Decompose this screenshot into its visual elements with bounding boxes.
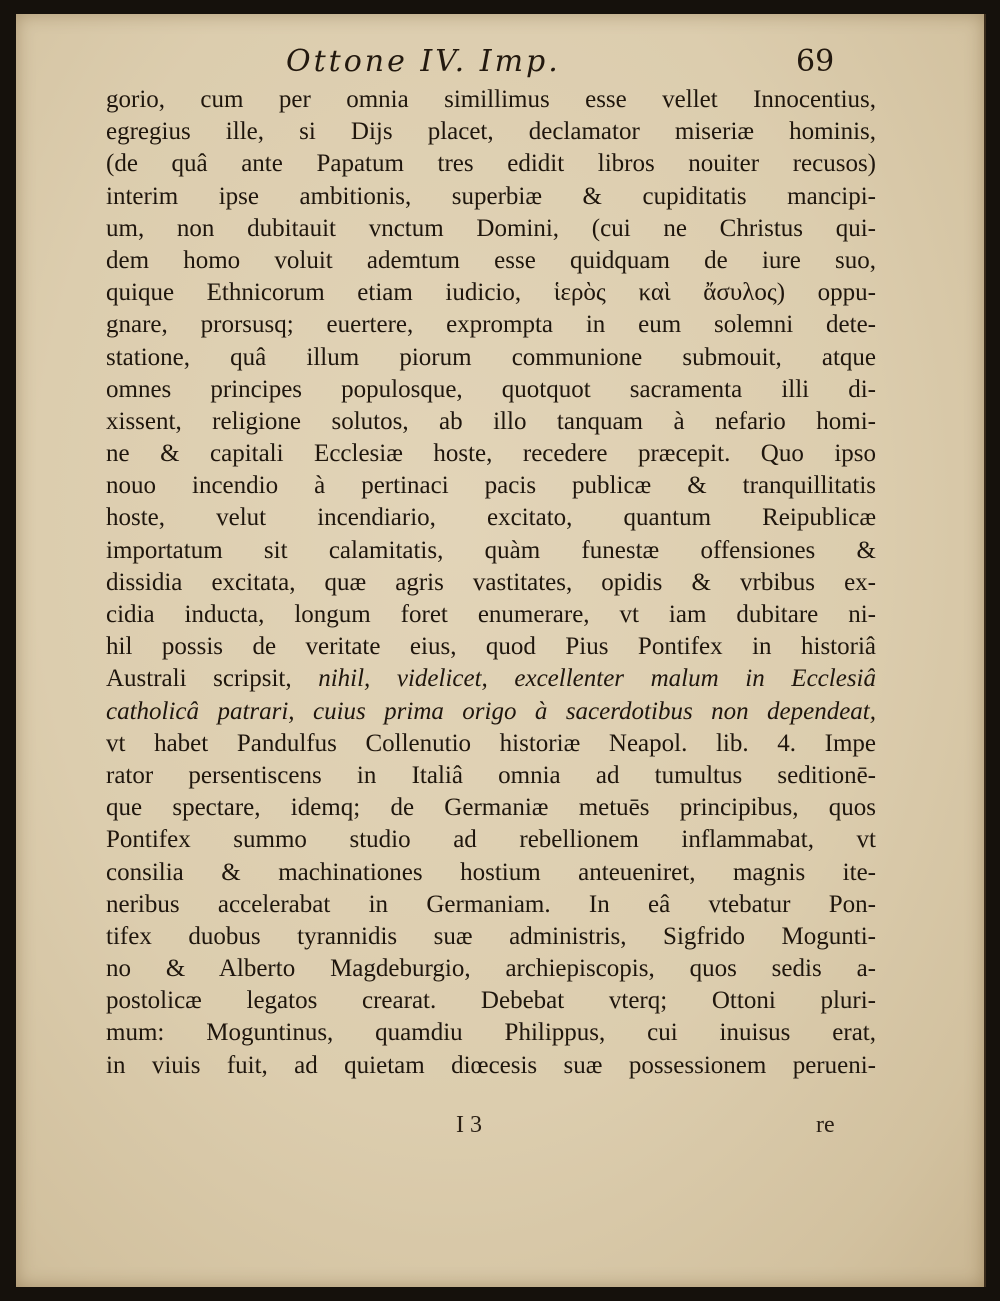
text-line: gorio, cum per omnia simillimus esse vellet Innocentius, xyxy=(106,86,876,113)
text-line: vt habet Pandulfus Collenutio historiæ Neapol. lib. 4. Impe xyxy=(106,729,876,757)
text-line: nouo incendio à pertinaci pacis publicæ & tranquillitatis xyxy=(106,472,876,500)
running-head: Ottone IV. Imp. xyxy=(286,44,561,79)
text-line: consilia & machinationes hostium anteueniret, magnis ite- xyxy=(106,858,876,886)
text-line: dissidia excitata, quæ agris vastitates, opidis & vrbibus ex- xyxy=(106,568,876,596)
text-line xyxy=(106,696,876,728)
text-line: mum: Moguntinus, quamdiu Philippus, cui inuisus erat, xyxy=(106,1019,876,1047)
text-line: quique Ethnicorum etiam iudicio, ἱερὸς καὶ ἄσυλος) oppu- xyxy=(106,279,876,307)
text-line: Pontifex summo studio ad rebellionem inflammabat, vt xyxy=(106,826,876,854)
italic-quotation: catholicâ patrari, cuius prima origo à sacerdotibus non dependeat, xyxy=(106,697,876,725)
text-line: omnes principes populosque, quotquot sacramenta illi di- xyxy=(106,375,876,403)
text-line xyxy=(106,663,876,695)
text-line: ne & capitali Ecclesiæ hoste, recedere præcepit. Quo ipso xyxy=(106,440,876,468)
text-line: gnare, prorsusq; euertere, exprompta in eum solemni dete- xyxy=(106,311,876,339)
page-number: 69 xyxy=(796,44,835,79)
italic-quotation: nihil, videlicet, excellenter malum in Ecclesiâ xyxy=(318,665,876,693)
text-line: dem homo voluit ademtum esse quidquam de iure suo, xyxy=(106,246,876,274)
text-line: rator persentiscens in Italiâ omnia ad tumultus seditionē- xyxy=(106,761,876,789)
text-line: statione, quâ illum piorum communione submouit, atque xyxy=(106,343,876,371)
text-line: neribus accelerabat in Germaniam. In eâ vtebatur Pon- xyxy=(106,890,876,918)
text-line: interim ipse ambitionis, superbiæ & cupiditatis mancipi- xyxy=(106,182,876,210)
text-run: Australi scripsit, xyxy=(106,665,319,693)
text-line: egregius ille, si Dijs placet, declamator miseriæ hominis, xyxy=(106,118,876,146)
catchword: re xyxy=(816,1112,835,1138)
text-line: postolicæ legatos crearat. Debebat vterq; Ottoni pluri- xyxy=(106,987,876,1015)
body-text xyxy=(106,84,876,1082)
text-line: que spectare, idemq; de Germaniæ metuēs principibus, quos xyxy=(106,794,876,822)
text-line: hoste, velut incendiario, excitato, quantum Reipublicæ xyxy=(106,504,876,532)
text-line: hil possis de veritate eius, quod Pius Pontifex in historiâ xyxy=(106,633,876,661)
book-page xyxy=(16,14,986,1287)
text-line: tifex duobus tyrannidis suæ administris, Sigfrido Mogunti- xyxy=(106,922,876,950)
page-header xyxy=(16,44,984,84)
text-line: (de quâ ante Papatum tres edidit libros nouiter recusos) xyxy=(106,150,876,178)
signature-mark: I 3 xyxy=(456,1112,482,1138)
text-line: um, non dubitauit vnctum Domini, (cui ne Christus qui- xyxy=(106,214,876,242)
text-line: in viuis fuit, ad quietam diœcesis suæ possessionem perueni- xyxy=(106,1051,876,1079)
text-line: no & Alberto Magdeburgio, archiepiscopis, quos sedis a- xyxy=(106,955,876,983)
text-line: xissent, religione solutos, ab illo tanquam à nefario homi- xyxy=(106,407,876,435)
page-footer xyxy=(16,1112,984,1152)
text-line: importatum sit calamitatis, quàm funestæ offensiones & xyxy=(106,536,876,564)
text-line: cidia inducta, longum foret enumerare, vt iam dubitare ni- xyxy=(106,601,876,628)
